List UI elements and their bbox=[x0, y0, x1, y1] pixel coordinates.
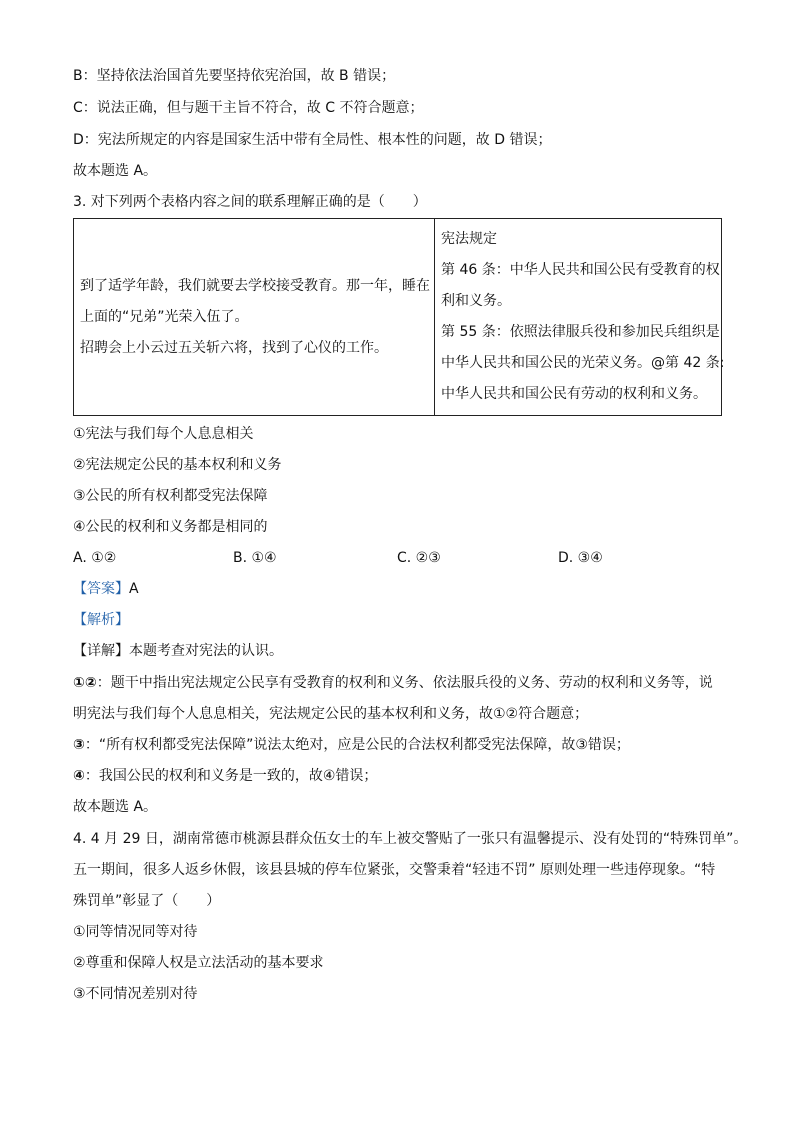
question-3-stem: 3. 对下列两个表格内容之间的联系理解正确的是（ ） bbox=[73, 194, 427, 210]
question-4-stem: 殊罚单”彰显了（ ） bbox=[73, 893, 221, 909]
explain-text: 明宪法与我们每个人息息相关，宪法规定公民的基本权利和义务，故①②符合题意； bbox=[73, 706, 589, 722]
q4-statement-2: ②尊重和保障人权是立法活动的基本要求 bbox=[73, 955, 324, 971]
option-a: A. ①② bbox=[73, 550, 117, 566]
option-b: B. ①④ bbox=[233, 550, 277, 566]
statement-4: ④公民的权利和义务都是相同的 bbox=[73, 519, 268, 535]
question-4-stem: 4. 4 月 29 日，湖南常德市桃源县群众伍女士的车上被交警贴了一张只有温馨提示、没有处罚的“特殊罚单”。 bbox=[73, 831, 748, 847]
cell-text: 到了适学年龄，我们就要去学校接受教育。那一年，睡在 bbox=[80, 277, 430, 294]
option-c: C. ②③ bbox=[397, 550, 441, 566]
explain-text: 故本题选 A。 bbox=[73, 799, 158, 815]
explain-line bbox=[73, 704, 588, 724]
explain-head: ③ bbox=[73, 737, 85, 753]
explain-line bbox=[73, 735, 630, 755]
cell-text: 第 55 条：依照法律服兵役和参加民兵组织是 bbox=[441, 324, 720, 340]
text-line: 故本题选 A。 bbox=[73, 163, 158, 179]
explain-text: ：题干中指出宪法规定公民享有受教育的权利和义务、依法服兵役的义务、劳动的权利和义务等，说 bbox=[96, 675, 713, 691]
statement-1: ①宪法与我们每个人息息相关 bbox=[73, 426, 254, 442]
answer-line bbox=[73, 579, 139, 599]
explain-line bbox=[73, 766, 377, 786]
cell-text: 第 46 条：中华人民共和国公民有受教育的权 bbox=[441, 262, 720, 278]
answer-value: A bbox=[129, 581, 139, 597]
cell-text: 利和义务。 bbox=[441, 293, 511, 309]
explain-text: ：我国公民的权利和义务是一致的，故④错误； bbox=[84, 768, 378, 784]
text-line: C：说法正确，但与题干主旨不符合，故 C 不符合题意； bbox=[73, 100, 424, 116]
analysis-label bbox=[73, 610, 129, 630]
question-4-stem: 五一期间，很多人返乡休假，该县县城的停车位紧张，交警秉着“轻违不罚” 原则处理一些违停现象。“特 bbox=[73, 862, 716, 878]
statement-2: ②宪法规定公民的基本权利和义务 bbox=[73, 457, 282, 473]
explain-text: ：“所有权利都受宪法保障”说法太绝对，应是公民的合法权利都受宪法保障，故③错误； bbox=[84, 737, 630, 753]
cell-text: 中华人民共和国公民有劳动的权利和义务。 bbox=[441, 386, 707, 402]
explain-line bbox=[73, 673, 713, 693]
detail-line bbox=[73, 641, 283, 661]
text-line: B：坚持依法治国首先要坚持依宪治国，故 B 错误； bbox=[73, 68, 396, 84]
text-line: D：宪法所规定的内容是国家生活中带有全局性、根本性的问题，故 D 错误； bbox=[73, 132, 552, 148]
table-row bbox=[74, 219, 722, 416]
detail-label: 【详解】 bbox=[73, 643, 129, 659]
cell-text: 中华人民共和国公民的光荣义务。@第 42 条: bbox=[441, 355, 725, 371]
cell-text: 招聘会上小云过五关斩六将，找到了心仪的工作。 bbox=[80, 339, 388, 356]
statement-3: ③公民的所有权利都受宪法保障 bbox=[73, 488, 268, 504]
table-cell-right bbox=[435, 219, 725, 416]
answer-label: 【答案】 bbox=[73, 581, 129, 597]
explain-line bbox=[73, 797, 157, 817]
comparison-table bbox=[73, 218, 725, 416]
q4-statement-1: ①同等情况同等对待 bbox=[73, 924, 198, 940]
analysis-label-text: 【解析】 bbox=[73, 612, 129, 628]
detail-text: 本题考查对宪法的认识。 bbox=[129, 643, 283, 659]
explain-head: ①② bbox=[73, 675, 97, 691]
cell-text: 宪法规定 bbox=[441, 231, 497, 247]
q4-statement-3: ③不同情况差别对待 bbox=[73, 986, 198, 1002]
explain-head: ④ bbox=[73, 768, 85, 784]
table-cell-left bbox=[74, 219, 435, 416]
cell-text: 上面的“兄弟”光荣入伍了。 bbox=[80, 308, 249, 325]
option-d: D. ③④ bbox=[558, 550, 603, 566]
